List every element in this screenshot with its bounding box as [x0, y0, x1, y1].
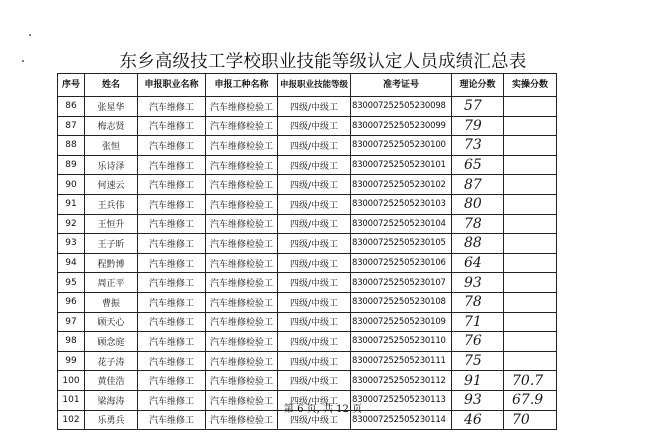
row-level: 四级/中级工 [278, 312, 351, 332]
row-name: 张星华 [85, 97, 138, 117]
row-trade: 汽车维修检验工 [206, 116, 278, 136]
page-title: 东乡高级技工学校职业技能等级认定人员成绩汇总表 [119, 52, 527, 72]
row-trade: 汽车维修检验工 [206, 194, 278, 214]
row-ticket: 830007252505230109 [351, 312, 452, 332]
row-index: 88 [58, 136, 85, 156]
row-trade: 汽车维修检验工 [206, 410, 278, 430]
row-practical-score [504, 194, 557, 214]
row-theory-score: 88 [452, 234, 504, 254]
row-theory-score: 57 [452, 97, 504, 117]
row-occupation: 汽车维修工 [138, 97, 206, 117]
header-ticket: 准考证号 [351, 74, 452, 97]
row-level: 四级/中级工 [278, 155, 351, 175]
row-theory-score: 71 [452, 312, 504, 332]
row-ticket: 830007252505230110 [351, 332, 452, 352]
row-ticket: 830007252505230106 [351, 253, 452, 273]
row-trade: 汽车维修检验工 [206, 371, 278, 391]
row-occupation: 汽车维修工 [138, 116, 206, 136]
row-name: 王子昕 [85, 234, 138, 254]
table-row [58, 116, 557, 136]
row-trade: 汽车维修检验工 [206, 312, 278, 332]
row-name: 周正平 [85, 273, 138, 293]
row-practical-score [504, 351, 557, 371]
row-index: 101 [58, 390, 85, 410]
row-level: 四级/中级工 [278, 390, 351, 410]
row-theory-score: 78 [452, 292, 504, 312]
row-practical-score [504, 273, 557, 293]
row-ticket: 830007252505230105 [351, 234, 452, 254]
table-row [58, 136, 557, 156]
row-ticket: 830007252505230108 [351, 292, 452, 312]
row-theory-score: 65 [452, 155, 504, 175]
row-name: 乐诗泽 [85, 155, 138, 175]
table-row [58, 273, 557, 293]
row-trade: 汽车维修检验工 [206, 136, 278, 156]
row-level: 四级/中级工 [278, 136, 351, 156]
row-trade: 汽车维修检验工 [206, 292, 278, 312]
row-theory-score: 93 [452, 273, 504, 293]
row-practical-score [504, 136, 557, 156]
row-occupation: 汽车维修工 [138, 371, 206, 391]
row-name: 梁海涛 [85, 390, 138, 410]
row-name: 黄佳浩 [85, 371, 138, 391]
row-occupation: 汽车维修工 [138, 273, 206, 293]
header-level: 申报职业技能等级 [278, 74, 351, 97]
row-practical-score [504, 292, 557, 312]
row-index: 98 [58, 332, 85, 352]
row-trade: 汽车维修检验工 [206, 155, 278, 175]
row-index: 86 [58, 97, 85, 117]
row-name: 张恒 [85, 136, 138, 156]
row-ticket: 830007252505230107 [351, 273, 452, 293]
row-practical-score [504, 312, 557, 332]
row-index: 96 [58, 292, 85, 312]
row-ticket: 830007252505230114 [351, 410, 452, 430]
row-occupation: 汽车维修工 [138, 234, 206, 254]
row-theory-score: 80 [452, 194, 504, 214]
row-level: 四级/中级工 [278, 332, 351, 352]
header-theory: 理论分数 [452, 74, 504, 97]
row-index: 94 [58, 253, 85, 273]
row-index: 87 [58, 116, 85, 136]
row-level: 四级/中级工 [278, 175, 351, 195]
row-name: 王恒升 [85, 214, 138, 234]
row-level: 四级/中级工 [278, 194, 351, 214]
row-practical-score [504, 214, 557, 234]
header-name: 姓名 [85, 74, 138, 97]
header-occupation: 申报职业名称 [138, 74, 206, 97]
row-occupation: 汽车维修工 [138, 214, 206, 234]
row-theory-score: 93 [452, 390, 504, 410]
row-ticket: 830007252505230102 [351, 175, 452, 195]
row-level: 四级/中级工 [278, 292, 351, 312]
row-occupation: 汽车维修工 [138, 136, 206, 156]
row-index: 100 [58, 371, 85, 391]
row-practical-score [504, 175, 557, 195]
table-row [58, 194, 557, 214]
row-practical-score [504, 116, 557, 136]
row-index: 102 [58, 410, 85, 430]
row-name: 顾天心 [85, 312, 138, 332]
row-occupation: 汽车维修工 [138, 175, 206, 195]
row-level: 四级/中级工 [278, 371, 351, 391]
row-occupation: 汽车维修工 [138, 312, 206, 332]
row-ticket: 830007252505230113 [351, 390, 452, 410]
row-practical-score [504, 97, 557, 117]
page-footer: 第 6 页, 共 12 页 [283, 404, 363, 415]
row-occupation: 汽车维修工 [138, 292, 206, 312]
row-ticket: 830007252505230098 [351, 97, 452, 117]
row-trade: 汽车维修检验工 [206, 273, 278, 293]
row-occupation: 汽车维修工 [138, 332, 206, 352]
row-index: 99 [58, 351, 85, 371]
row-level: 四级/中级工 [278, 234, 351, 254]
row-index: 89 [58, 155, 85, 175]
table-row [58, 371, 557, 391]
table-row [58, 97, 557, 117]
row-occupation: 汽车维修工 [138, 390, 206, 410]
row-index: 97 [58, 312, 85, 332]
score-table [57, 73, 557, 430]
row-level: 四级/中级工 [278, 253, 351, 273]
row-trade: 汽车维修检验工 [206, 234, 278, 254]
row-occupation: 汽车维修工 [138, 253, 206, 273]
row-practical-score: 70.7 [504, 371, 557, 391]
table-row [58, 312, 557, 332]
table-row [58, 351, 557, 371]
row-name: 曹振 [85, 292, 138, 312]
row-ticket: 830007252505230099 [351, 116, 452, 136]
row-ticket: 830007252505230112 [351, 371, 452, 391]
row-ticket: 830007252505230101 [351, 155, 452, 175]
row-name: 乐勇兵 [85, 410, 138, 430]
row-trade: 汽车维修检验工 [206, 214, 278, 234]
table-row [58, 332, 557, 352]
row-theory-score: 75 [452, 351, 504, 371]
header-index: 序号 [58, 74, 85, 97]
row-index: 90 [58, 175, 85, 195]
table-row [58, 155, 557, 175]
row-theory-score: 91 [452, 371, 504, 391]
row-index: 93 [58, 234, 85, 254]
row-name: 何速云 [85, 175, 138, 195]
row-theory-score: 73 [452, 136, 504, 156]
row-theory-score: 76 [452, 332, 504, 352]
row-name: 王兵伟 [85, 194, 138, 214]
header-trade: 申报工种名称 [206, 74, 278, 97]
row-theory-score: 46 [452, 410, 504, 430]
row-trade: 汽车维修检验工 [206, 253, 278, 273]
row-practical-score [504, 234, 557, 254]
row-practical-score [504, 332, 557, 352]
table-row [58, 214, 557, 234]
table-row [58, 175, 557, 195]
row-name: 顾念庭 [85, 332, 138, 352]
row-practical-score [504, 155, 557, 175]
row-occupation: 汽车维修工 [138, 194, 206, 214]
row-occupation: 汽车维修工 [138, 410, 206, 430]
row-theory-score: 87 [452, 175, 504, 195]
row-index: 92 [58, 214, 85, 234]
row-level: 四级/中级工 [278, 97, 351, 117]
row-name: 梅志贤 [85, 116, 138, 136]
row-level: 四级/中级工 [278, 214, 351, 234]
row-ticket: 830007252505230103 [351, 194, 452, 214]
row-practical-score: 67.9 [504, 390, 557, 410]
table-row [58, 253, 557, 273]
scan-speck [29, 34, 31, 36]
row-trade: 汽车维修检验工 [206, 351, 278, 371]
row-name: 花子涛 [85, 351, 138, 371]
table-header-row [58, 74, 557, 97]
row-practical-score [504, 253, 557, 273]
table-row [58, 292, 557, 312]
header-practical: 实操分数 [504, 74, 557, 97]
row-trade: 汽车维修检验工 [206, 332, 278, 352]
row-trade: 汽车维修检验工 [206, 390, 278, 410]
row-level: 四级/中级工 [278, 410, 351, 430]
row-level: 四级/中级工 [278, 116, 351, 136]
row-ticket: 830007252505230104 [351, 214, 452, 234]
row-trade: 汽车维修检验工 [206, 175, 278, 195]
row-ticket: 830007252505230100 [351, 136, 452, 156]
row-practical-score: 70 [504, 410, 557, 430]
row-index: 91 [58, 194, 85, 214]
row-theory-score: 64 [452, 253, 504, 273]
row-occupation: 汽车维修工 [138, 155, 206, 175]
row-level: 四级/中级工 [278, 351, 351, 371]
row-name: 程黔博 [85, 253, 138, 273]
row-level: 四级/中级工 [278, 273, 351, 293]
table-row [58, 234, 557, 254]
row-trade: 汽车维修检验工 [206, 97, 278, 117]
row-theory-score: 79 [452, 116, 504, 136]
row-occupation: 汽车维修工 [138, 351, 206, 371]
row-ticket: 830007252505230111 [351, 351, 452, 371]
row-index: 95 [58, 273, 85, 293]
row-theory-score: 78 [452, 214, 504, 234]
